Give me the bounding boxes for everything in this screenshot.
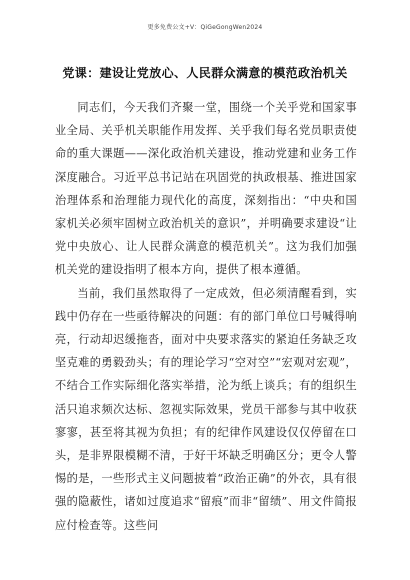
document-title: 党课：建设让党放心、人民群众满意的模范政治机关 xyxy=(62,66,348,80)
document-body xyxy=(55,96,357,537)
paragraph-2: 当前，我们虽然取得了一定成效，但必须清醒看到，实践中仍存在一些亟待解决的问题：有的部门单位口号喊得响亮，行动却迟缓拖沓，面对中央要求落实的紧迫任务缺乏攻坚克难的勇毅劲头；有的理论学习“空对空”“宏观对宏观”，不结合工作实际细化落实举措，沦为纸上谈兵；有的组织生活只追求频次达标、忽视实际效果，党员干部参与其中收获寥寥，甚至将其视为负担；有的纪律作风建设仅仅停留在口头，是非界限模糊不清，于好干坏缺乏明确区分；更令人警惕的是，一些形式主义问题披着“政治正确”的外衣，具有很强的隐蔽性，诸如过度追求“留痕”而非“留绩”、用文件简报应付检查等。这些问 xyxy=(55,286,357,532)
header-note: 更多免费公文+V：QiGeGongWen2024 xyxy=(147,24,263,31)
paragraph-1: 同志们，今天我们齐聚一堂，围绕一个关乎党和国家事业全局、关乎机关职能作用发挥、关乎我们每名党员职责使命的重大课题——深化政治机关建设，推动党建和业务工作深度融合。习近平总书记站在巩固党的执政根基、推进国家治理体系和治理能力现代化的高度，深刻指出：“中央和国家机关必须牢固树立政治机关的意识”，并明确要求建设“让党中央放心、让人民群众满意的模范机关”。这为我们加强机关党的建设指明了根本方向，提供了根本遵循。 xyxy=(55,101,357,277)
